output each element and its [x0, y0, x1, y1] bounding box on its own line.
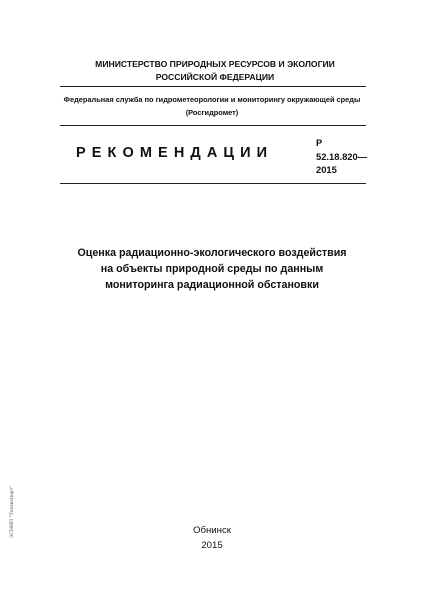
publication-footer — [160, 523, 264, 553]
service-line-1: Федеральная служба по гидрометеорологии и мониторингу окружающей среды — [63, 95, 361, 104]
ministry-header — [60, 58, 370, 84]
document-code-line-1: Р — [316, 137, 323, 148]
ministry-line-2: РОССИЙСКОЙ ФЕДЕРАЦИИ — [155, 72, 275, 82]
header-divider-bottom — [60, 183, 366, 184]
document-code-line-3: 2015 — [316, 164, 337, 175]
header-divider-middle — [60, 125, 366, 126]
document-code-line-2: 52.18.820— — [316, 150, 368, 162]
service-header — [46, 93, 378, 119]
document-title-line-3: мониторинга радиационной обстановки — [105, 279, 319, 291]
document-code — [316, 136, 386, 177]
publication-year: 2015 — [201, 540, 223, 551]
header-divider-top — [60, 86, 366, 87]
ministry-line-1: МИНИСТЕРСТВО ПРИРОДНЫХ РЕСУРСОВ И ЭКОЛОГИИ — [95, 59, 335, 69]
document-title-line-2: на объекты природной среды по данным — [100, 263, 324, 275]
service-line-2: (Росгидромет) — [185, 108, 239, 117]
side-stamp: ЭСНИП "Техэксперт" — [10, 485, 15, 538]
document-title-line-1: Оценка радиационно-экологического воздействия — [77, 247, 347, 259]
document-title — [40, 245, 384, 293]
publication-city: Обнинск — [193, 525, 231, 536]
document-type-title: РЕКОМЕНДАЦИИ — [76, 145, 274, 161]
